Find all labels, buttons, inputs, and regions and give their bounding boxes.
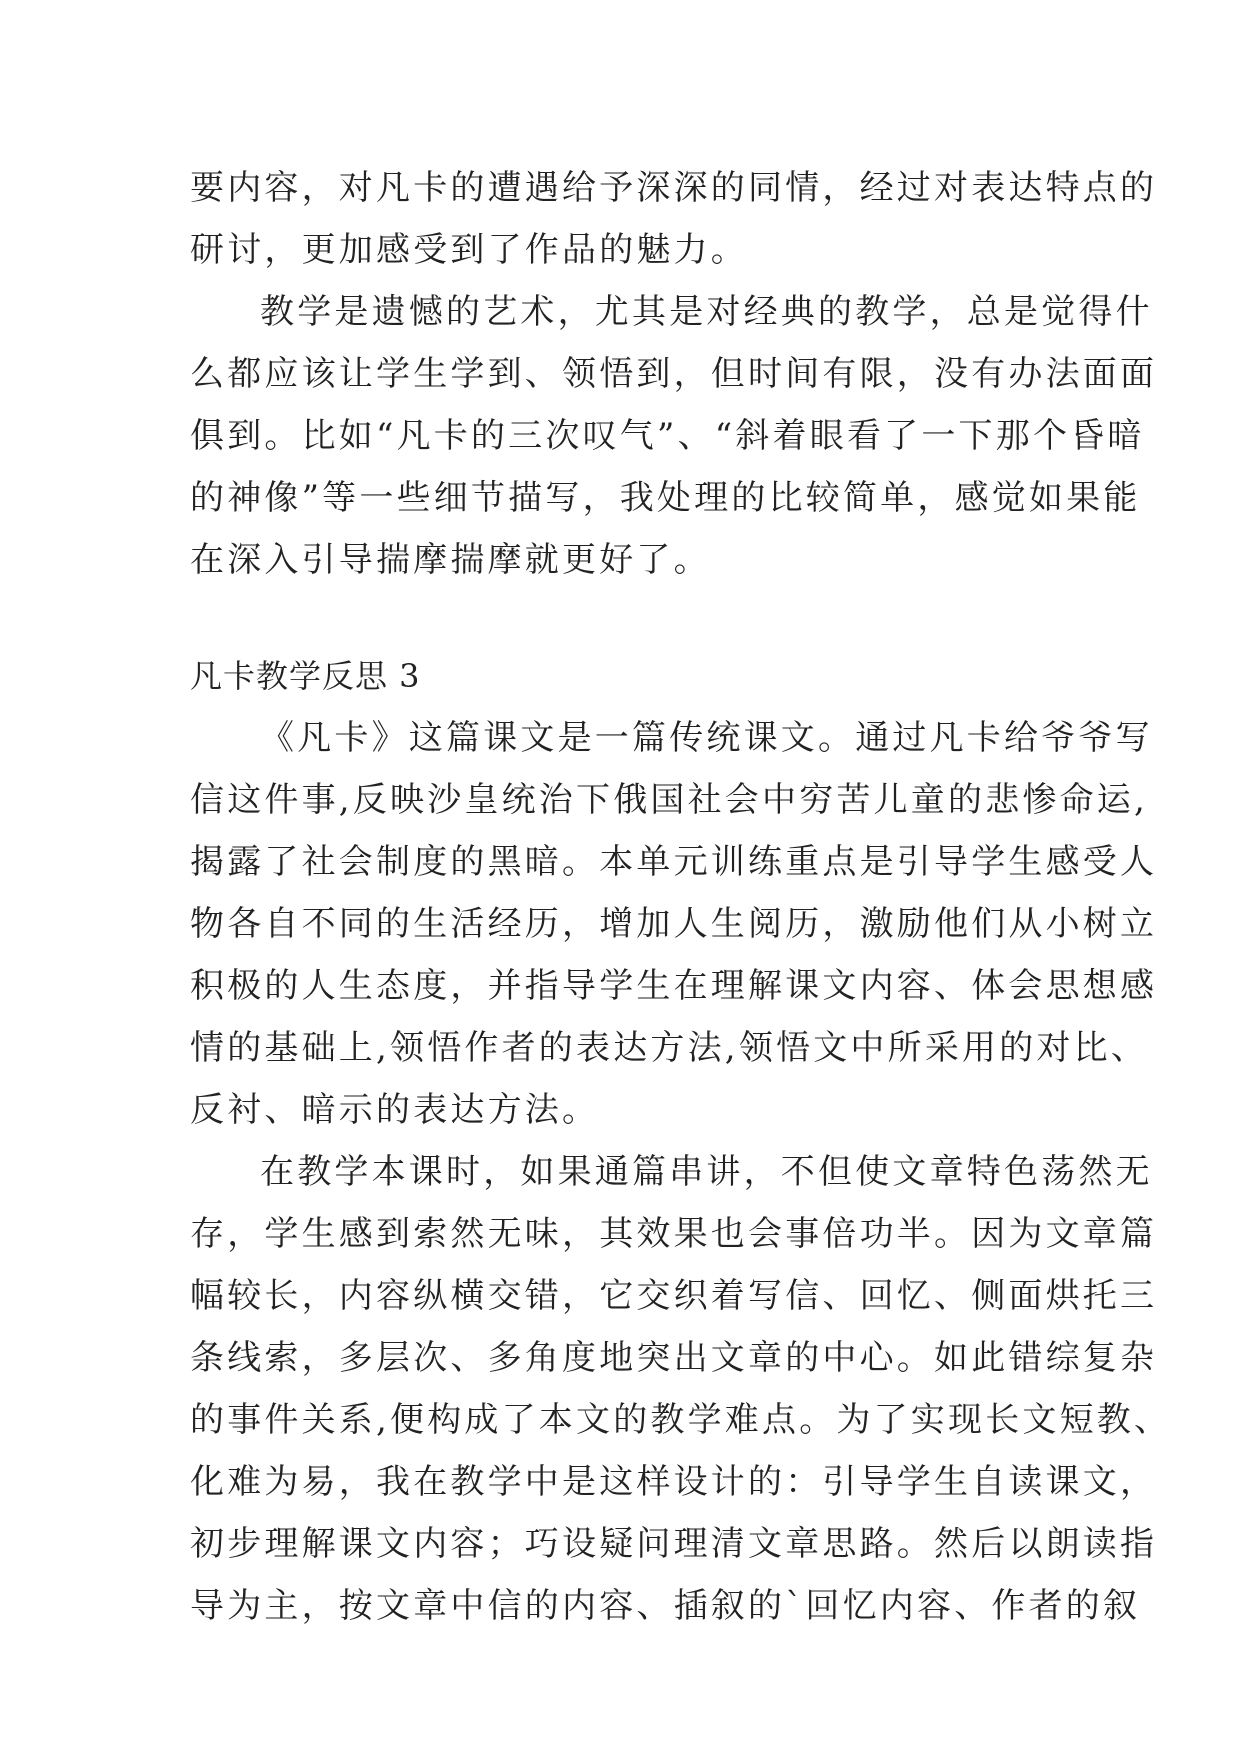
paragraph-intro [190,707,1158,1141]
section-heading: 凡卡教学反思 3 [190,657,421,695]
text-line: 俱到。比如“凡卡的三次叹气”、“斜着眼看了一下那个昏暗 [190,416,1145,456]
text-line: 物各自不同的生活经历，增加人生阅历，激励他们从小树立 [190,904,1158,944]
text-line: 的事件关系,便构成了本文的教学难点。为了实现长文短教、 [190,1400,1172,1440]
text-line: 情的基础上,领悟作者的表达方法,领悟文中所采用的对比、 [190,1028,1149,1068]
paragraph-teaching-design [190,1141,1172,1637]
paragraph-continuation [190,157,1158,281]
text-line: 化难为易，我在教学中是这样设计的：引导学生自读课文， [190,1462,1158,1502]
text-line: 幅较长，内容纵横交错，它交织着写信、回忆、侧面烘托三 [190,1276,1158,1316]
text-line: 初步理解课文内容；巧设疑问理清文章思路。然后以朗读指 [190,1524,1158,1564]
text-line: 信这件事,反映沙皇统治下俄国社会中穷苦儿童的悲惨命运, [190,780,1149,820]
text-line: 导为主，按文章中信的内容、插叙的`回忆内容、作者的叙 [190,1586,1141,1626]
text-line: 在教学本课时，如果通篇串讲，不但使文章特色荡然无 [260,1152,1153,1192]
text-line: 积极的人生态度，并指导学生在理解课文内容、体会思想感 [190,966,1158,1006]
text-line: 存，学生感到索然无味，其效果也会事倍功半。因为文章篇 [190,1214,1158,1254]
text-line: 教学是遗憾的艺术，尤其是对经典的教学，总是觉得什 [260,292,1153,332]
section-gap [190,591,1060,645]
text-line: 揭露了社会制度的黑暗。本单元训练重点是引导学生感受人 [190,842,1158,882]
text-line: 研讨，更加感受到了作品的魅力。 [190,230,748,270]
document-body [190,157,1172,1637]
text-line: 《凡卡》这篇课文是一篇传统课文。通过凡卡给爷爷写 [260,718,1153,758]
text-line: 在深入引导揣摩揣摩就更好了。 [190,540,711,580]
text-line: 要内容，对凡卡的遭遇给予深深的同情，经过对表达特点的 [190,168,1158,208]
text-line: 条线索，多层次、多角度地突出文章的中心。如此错综复杂 [190,1338,1158,1378]
text-line: 的神像”等一些细节描写，我处理的比较简单，感觉如果能 [190,478,1141,518]
paragraph-reflection [190,281,1158,591]
text-line: 反衬、暗示的表达方法。 [190,1090,600,1130]
text-line: 么都应该让学生学到、领悟到，但时间有限，没有办法面面 [190,354,1158,394]
